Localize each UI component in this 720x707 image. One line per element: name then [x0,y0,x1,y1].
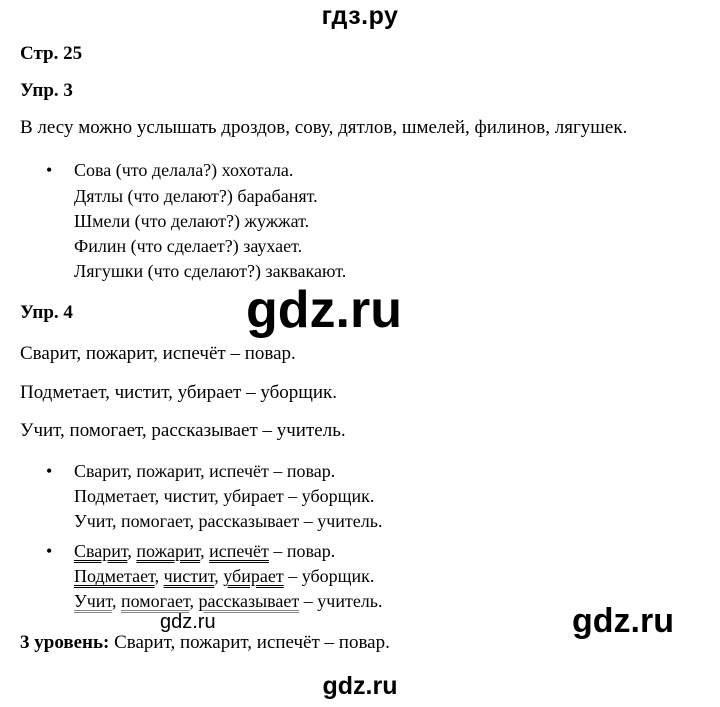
exercise-4-bullet1-line-2: Подметает, чистит, убирает – уборщик. [74,486,375,506]
exercise-3-line-3: Шмели (что делают?) жужжат. [74,211,310,231]
underlined-verb: испечёт [209,541,269,561]
exercise-4-paragraph-3: Учит, помогает, рассказывает – учитель. [20,420,346,441]
bullet-marker: • [46,541,53,561]
exercise-4-heading: Упр. 4 [20,302,73,323]
exercise-3-line-5: Лягушки (что сделают?) заквакают. [74,261,347,281]
underlined-verb: убирает [223,566,284,586]
watermark-side: gdz.ru [572,602,674,640]
exercise-4-bullet1-line-1: Сварит, пожарит, испечёт – повар. [74,461,336,481]
underlined-verb: Учит [74,591,112,611]
comma: , [189,591,199,611]
comma: , [214,566,224,586]
exercise-4-bullet2-line-3 [74,591,383,612]
underlined-verb: Подметает [74,566,155,586]
exercise-3-line-4: Филин (что сделает?) заухает. [74,236,303,256]
underlined-verb: пожарит [136,541,201,561]
exercise-4-paragraph-2: Подметает, чистит, убирает – уборщик. [20,382,338,403]
watermark-bottom: gdz.ru [322,672,398,700]
exercise-4-bullet2-line-2 [74,566,374,587]
line-rest: – уборщик. [283,566,375,586]
exercise-3-line-1: Сова (что делала?) хохотала. [74,160,294,180]
line-rest: – учитель. [299,591,383,611]
exercise-4-paragraph-1: Сварит, пожарит, испечёт – повар. [20,343,296,364]
comma: , [200,541,210,561]
level-3-text: Сварит, пожарит, испечёт – повар. [109,632,390,653]
watermark-small: gdz.ru [160,611,216,633]
line-rest: – повар. [268,541,336,561]
exercise-3-heading: Упр. 3 [20,80,73,101]
comma: , [154,566,164,586]
underlined-verb: рассказывает [198,591,300,611]
level-3-line [20,632,390,654]
exercise-3-line-2: Дятлы (что делают?) барабанят. [74,186,318,206]
comma: , [111,591,121,611]
exercise-4-bullet2-line-1 [74,541,335,562]
watermark-big: gdz.ru [246,281,402,339]
site-title: гдз.ру [321,2,399,30]
bullet-marker: • [46,160,53,180]
level-3-label: 3 уровень: [20,632,110,653]
exercise-4-bullet1-line-3: Учит, помогает, рассказывает – учитель. [74,511,383,531]
underlined-verb: помогает [120,591,190,611]
comma: , [127,541,137,561]
exercise-3-intro: В лесу можно услышать дроздов, сову, дятлов, шмелей, филинов, лягушек. [20,117,628,138]
underlined-verb: чистит [163,566,215,586]
page-heading: Стр. 25 [20,43,83,64]
underlined-verb: Сварит [74,541,128,561]
bullet-marker: • [46,461,53,481]
